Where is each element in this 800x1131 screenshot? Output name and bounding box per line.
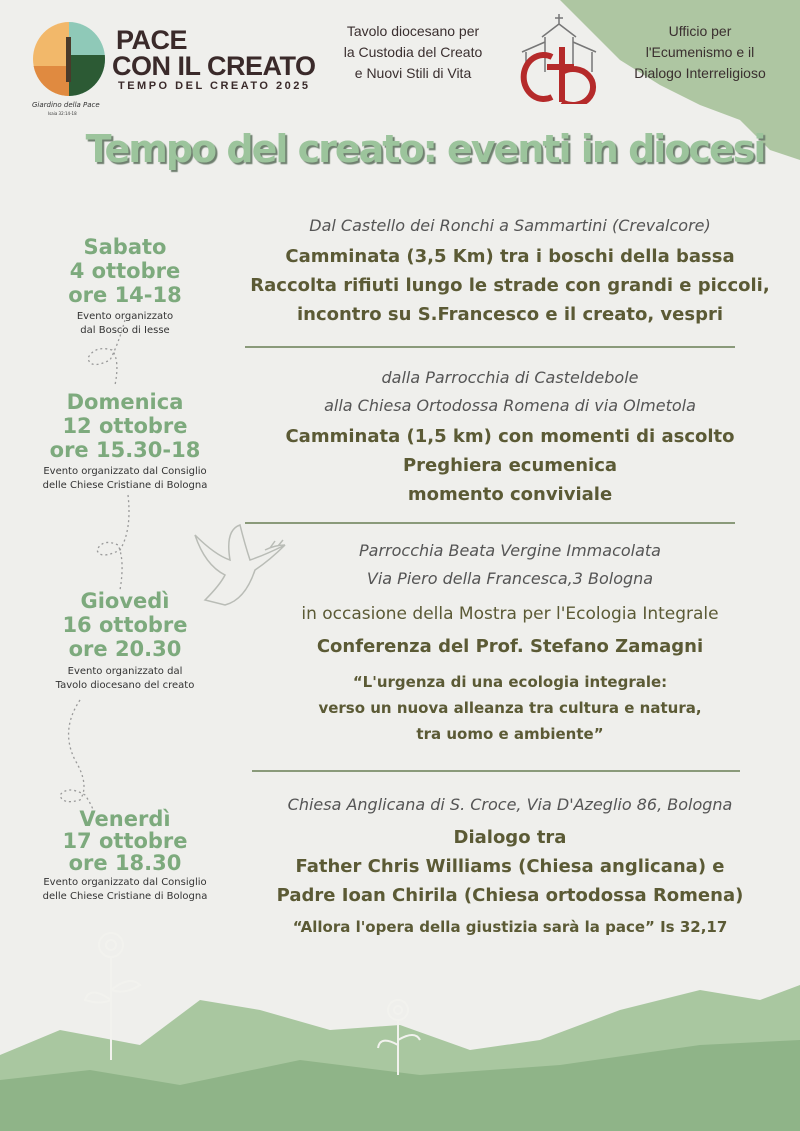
logo-verse: Isaia 32:14-18	[48, 111, 77, 116]
brand-line2: CON IL CREATO	[112, 51, 316, 81]
brand-line3: TEMPO DEL CREATO 2025	[118, 80, 311, 92]
event-date: 17 ottobre	[62, 829, 188, 853]
event-time: ore 18.30	[68, 851, 182, 875]
brand-line1: PACE	[116, 25, 188, 55]
event-place: Dal Castello dei Ronchi a Sammartini (Crevalcore)	[309, 216, 711, 235]
logo-caption: Giardino della Pace	[32, 101, 100, 109]
event-day: Giovedì	[80, 589, 170, 613]
event-description: Camminata (3,5 Km) tra i boschi della bassa	[285, 246, 735, 267]
event-date: 16 ottobre	[62, 613, 188, 637]
event-date-3	[10, 589, 240, 693]
ufficio-line: Dialogo Interreligioso	[634, 65, 766, 81]
tavolo-line: Tavolo diocesano per	[346, 23, 480, 39]
event-description: Raccolta rifiuti lungo le strade con grandi e piccoli,	[250, 275, 770, 296]
ufficio-line: Ufficio per	[668, 23, 732, 39]
event-day: Venerdì	[79, 807, 171, 831]
event-quote: “L'urgenza di una ecologia integrale:	[352, 673, 668, 691]
event-occasion: in occasione della Mostra per l'Ecologia Integrale	[301, 604, 719, 624]
event-description: Father Chris Williams (Chiesa anglicana) e	[295, 856, 725, 877]
event-organizer: Tavolo diocesano del creato	[55, 680, 195, 691]
event-place: Parrocchia Beata Vergine Immacolata	[359, 541, 661, 560]
event-organizer: delle Chiese Cristiane di Bologna	[42, 891, 208, 902]
divider	[252, 770, 740, 772]
event-organizer: Evento organizzato dal	[67, 666, 183, 677]
event-description: incontro su S.Francesco e il creato, vespri	[296, 304, 724, 325]
ufficio-line: l'Ecumenismo e il	[645, 44, 755, 60]
event-description: Camminata (1,5 km) con momenti di ascolto	[285, 426, 735, 447]
event-details-1	[240, 212, 780, 329]
event-day: Sabato	[83, 235, 167, 259]
tavolo-label	[318, 21, 508, 84]
event-quote: verso un nuova alleanza tra cultura e natura,	[318, 699, 702, 717]
page-title: Tempo del creato: eventi in diocesi	[85, 127, 765, 171]
event-details-4	[240, 791, 780, 940]
event-time: ore 20.30	[68, 637, 182, 661]
event-date-1	[10, 235, 240, 338]
event-description: Preghiera ecumenica	[402, 455, 618, 476]
divider	[245, 346, 735, 348]
event-organizer: Evento organizzato	[76, 311, 174, 322]
event-date-2	[10, 390, 240, 493]
event-organizer: dal Bosco di Iesse	[80, 325, 170, 336]
event-description: Padre Ioan Chirila (Chiesa ortodossa Romena)	[276, 885, 744, 906]
event-date: 4 ottobre	[69, 259, 181, 283]
tavolo-line: e Nuovi Stili di Vita	[354, 65, 472, 81]
event-details-2	[240, 364, 780, 509]
event-place: alla Chiesa Ortodossa Romena di via Olmetola	[324, 396, 696, 415]
event-quote: tra uomo e ambiente”	[416, 725, 604, 743]
event-details-3	[240, 537, 780, 747]
ufficio-label	[610, 21, 790, 84]
event-place: Via Piero della Francesca,3 Bologna	[366, 569, 654, 588]
event-description: Dialogo tra	[453, 827, 567, 848]
event-time: ore 14-18	[68, 283, 182, 307]
event-date-4	[10, 808, 240, 904]
event-place: dalla Parrocchia di Casteldebole	[381, 368, 639, 387]
event-organizer: Evento organizzato dal Consiglio	[43, 466, 207, 477]
divider	[245, 522, 735, 524]
event-organizer: Evento organizzato dal Consiglio	[43, 877, 207, 888]
pace-logo-emblem	[33, 22, 105, 96]
event-time: ore 15.30-18	[49, 438, 201, 462]
event-quote: “Allora l'opera della giustizia sarà la pace” Is 32,17	[292, 918, 728, 936]
event-date: 12 ottobre	[62, 414, 188, 438]
diocese-logo-icon	[512, 12, 607, 104]
tavolo-line: la Custodia del Creato	[343, 44, 483, 60]
event-description: Conferenza del Prof. Stefano Zamagni	[316, 636, 704, 657]
event-place: Chiesa Anglicana di S. Croce, Via D'Azeglio 86, Bologna	[287, 795, 733, 814]
event-day: Domenica	[66, 390, 184, 414]
event-description: momento conviviale	[407, 484, 613, 505]
event-organizer: delle Chiese Cristiane di Bologna	[42, 480, 208, 491]
